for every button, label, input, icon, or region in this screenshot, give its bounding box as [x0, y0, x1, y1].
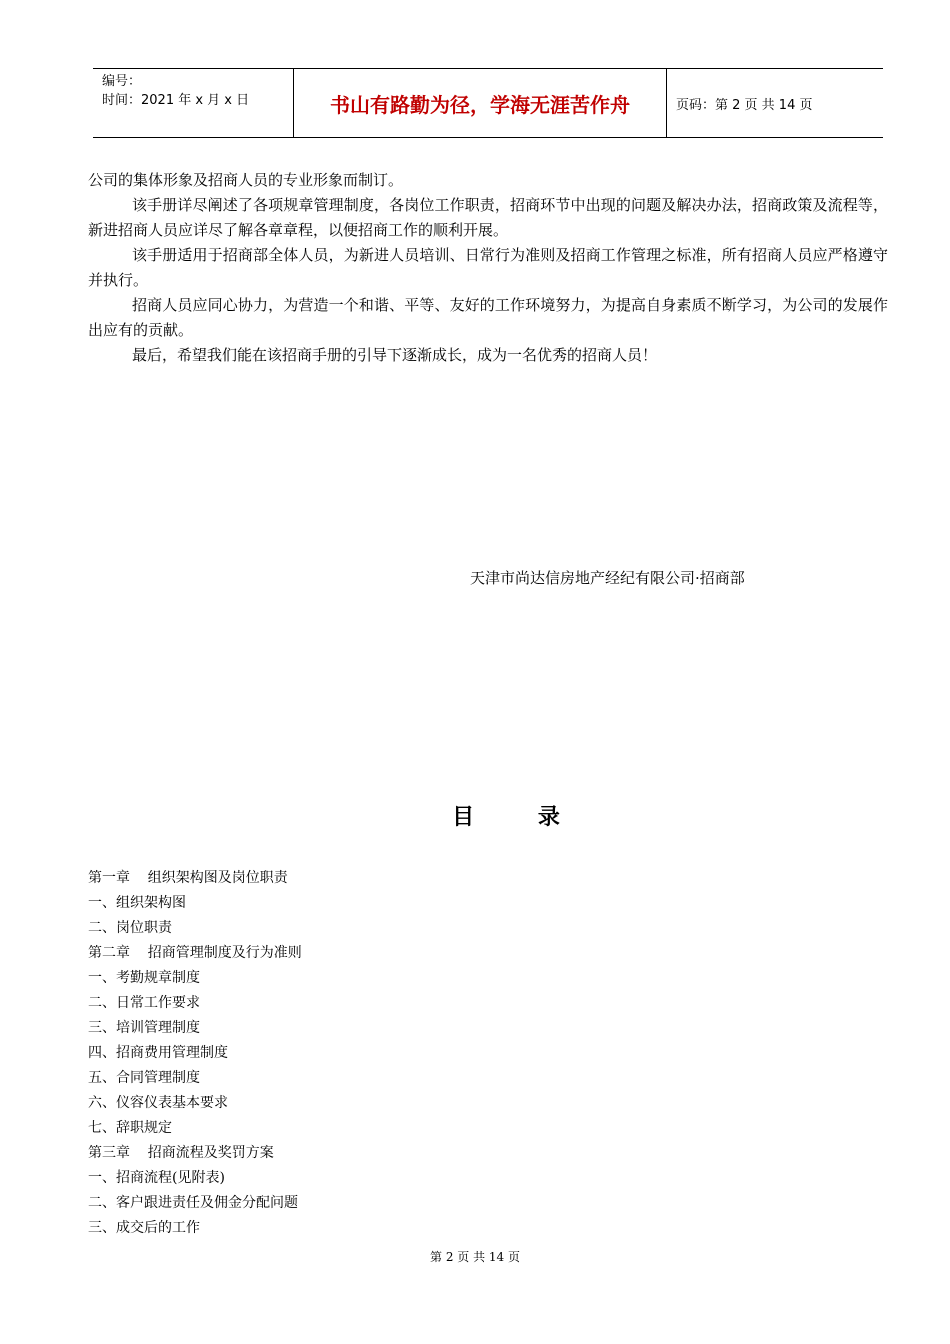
- page-header: [93, 68, 883, 138]
- toc-item: 第二章 招商管理制度及行为准则: [88, 945, 302, 961]
- intro-text: [88, 168, 888, 368]
- toc-item: 一、招商流程(见附表): [88, 1170, 225, 1186]
- toc-item: 七、辞职规定: [88, 1120, 172, 1136]
- intro-paragraph: 该手册适用于招商部全体人员，为新进人员培训、日常行为准则及招商工作管理之标准，所有招商人员应严格遵守并执行。: [88, 246, 888, 289]
- header-info-cell: [93, 69, 294, 137]
- toc-item: 第一章 组织架构图及岗位职责: [88, 870, 288, 886]
- toc-item: 一、组织架构图: [88, 895, 186, 911]
- toc-item: 二、日常工作要求: [88, 995, 200, 1011]
- toc-title: 目 录: [452, 805, 588, 830]
- toc-item: 五、合同管理制度: [88, 1070, 200, 1086]
- intro-paragraph: 招商人员应同心协力，为营造一个和谐、平等、友好的工作环境努力，为提高自身素质不断学习，为公司的发展作出应有的贡献。: [88, 296, 888, 339]
- document-number-label: 编号：: [102, 74, 142, 89]
- company-signature: 天津市尚达信房地产经纪有限公司·招商部: [470, 569, 745, 587]
- intro-paragraph: 最后，希望我们能在该招商手册的引导下逐渐成长，成为一名优秀的招商人员！: [132, 346, 658, 364]
- header-page-code: 页码：第 2 页 共 14 页: [676, 97, 813, 113]
- toc-item: 二、客户跟进责任及佣金分配问题: [88, 1195, 298, 1211]
- toc-item: 一、考勤规章制度: [88, 970, 200, 986]
- toc-item: 三、成交后的工作: [88, 1220, 200, 1236]
- intro-paragraph: 该手册详尽阐述了各项规章管理制度，各岗位工作职责，招商环节中出现的问题及解决办法，招商政策及流程等，新进招商人员应详尽了解各章章程，以便招商工作的顺利开展。: [88, 196, 888, 239]
- toc-item: 六、仪容仪表基本要求: [88, 1095, 228, 1111]
- toc-item: 四、招商费用管理制度: [88, 1045, 228, 1061]
- table-of-contents: [88, 866, 302, 1241]
- toc-item: 二、岗位职责: [88, 920, 172, 936]
- header-motto: 书山有路勤为径，学海无涯苦作舟: [294, 69, 667, 137]
- document-time: 时间：2021 年 x 月 x 日: [102, 93, 250, 108]
- toc-item: 三、培训管理制度: [88, 1020, 200, 1036]
- toc-item: 第三章 招商流程及奖罚方案: [88, 1145, 274, 1161]
- page-footer: 第 2 页 共 14 页: [430, 1250, 520, 1264]
- intro-paragraph: 公司的集体形象及招商人员的专业形象而制订。: [88, 171, 404, 189]
